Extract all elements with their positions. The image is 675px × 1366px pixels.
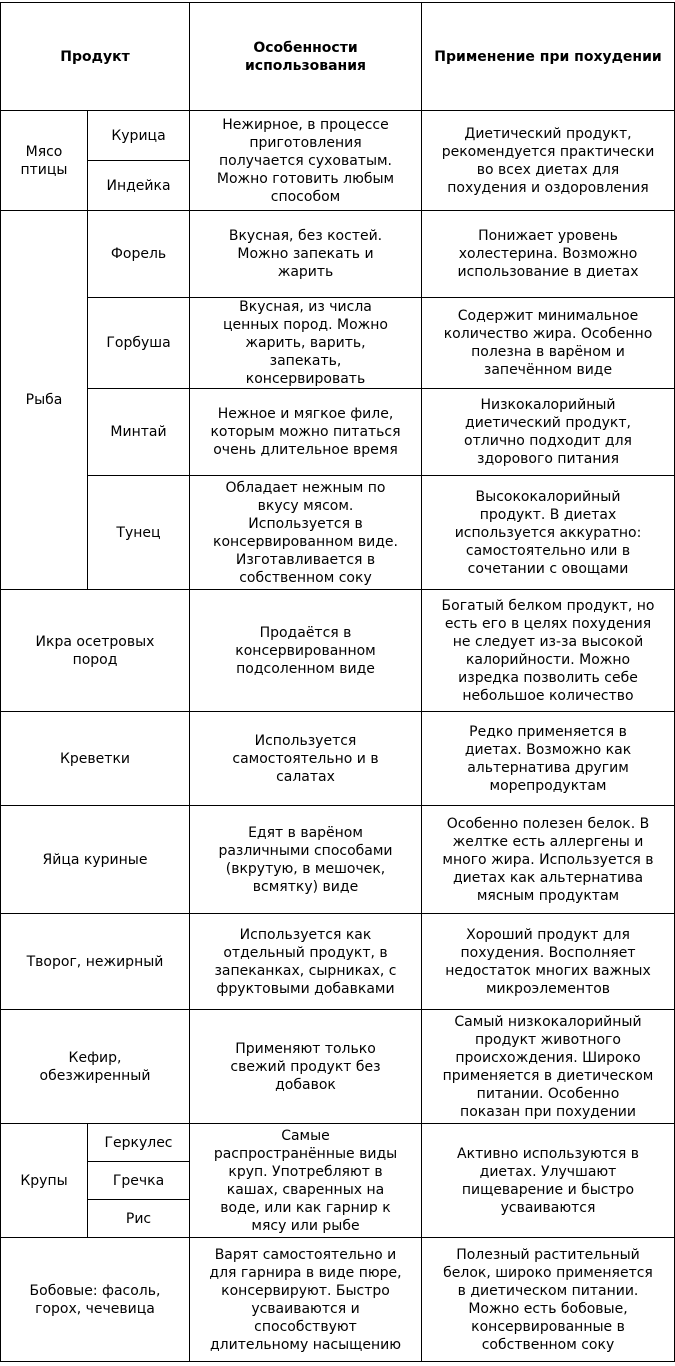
product-name: Гречка [88,1162,190,1200]
usage-cell: Полезный растительный белок, широко применяется в диетическом питании. Можно есть бобовые, консервированные в собственном соку [422,1238,675,1362]
usage-cell: Понижает уровень холестерина. Возможно использование в диетах [422,211,675,298]
usage-cell: Высококалорийный продукт. В диетах используется аккуратно: самостоятельно или в сочетании с овощами [422,476,675,590]
table-row [1,914,675,1010]
header-features: Особенности использования [190,3,422,111]
table-row [1,476,675,590]
usage-cell: Редко применяется в диетах. Возможно как альтернатива другим морепродуктам [422,712,675,806]
product-name: Кефир, обезжиренный [1,1010,190,1124]
usage-cell: Богатый белком продукт, но есть его в целях похудения не следует из-за высокой калорийности. Можно изредка позволить себе небольшое количество [422,590,675,712]
product-name: Курица [88,111,190,161]
product-name: Рис [88,1200,190,1238]
usage-cell: Хороший продукт для похудения. Восполняет недостаток многих важных микроэлементов [422,914,675,1010]
usage-cell: Активно используются в диетах. Улучшают пищеварение и быстро усваиваются [422,1124,675,1238]
table-row [1,590,675,712]
table-row [1,1010,675,1124]
table-row [1,389,675,476]
product-group: Мясо птицы [1,111,88,211]
table-row [1,1238,675,1362]
features-cell: Вкусная, без костей. Можно запекать и жарить [190,211,422,298]
product-name: Тунец [88,476,190,590]
usage-cell: Самый низкокалорийный продукт животного происхождения. Широко применяется в диетическом питании. Особенно показан при похудении [422,1010,675,1124]
product-group: Крупы [1,1124,88,1238]
usage-cell: Диетический продукт, рекомендуется практически во всех диетах для похудения и оздоровления [422,111,675,211]
features-cell: Нежирное, в процессе приготовления получается суховатым. Можно готовить любым способом [190,111,422,211]
header-row [1,3,675,111]
product-name: Бобовые: фасоль, горох, чечевица [1,1238,190,1362]
product-name: Яйца куриные [1,806,190,914]
features-cell: Нежное и мягкое филе, которым можно питаться очень длительное время [190,389,422,476]
features-cell: Варят самостоятельно и для гарнира в виде пюре, консервируют. Быстро усваиваются и способствуют длительному насыщению [190,1238,422,1362]
features-cell: Используется самостоятельно и в салатах [190,712,422,806]
features-cell: Самые распространённые виды круп. Употребляют в кашах, сваренных на воде, или как гарнир к мясу или рыбе [190,1124,422,1238]
table-row [1,211,675,298]
usage-cell: Содержит минимальное количество жира. Особенно полезна в варёном и запечённом виде [422,298,675,389]
table-row [1,1124,675,1162]
product-name: Горбуша [88,298,190,389]
product-name: Икра осетровых пород [1,590,190,712]
product-name: Геркулес [88,1124,190,1162]
diet-products-table [0,2,675,1362]
product-name: Креветки [1,712,190,806]
features-cell: Обладает нежным по вкусу мясом. Используется в консервированном виде. Изготавливается в собственном соку [190,476,422,590]
product-group: Рыба [1,211,88,590]
table-row [1,806,675,914]
product-name: Минтай [88,389,190,476]
features-cell: Вкусная, из числа ценных пород. Можно жарить, варить, запекать, консервировать [190,298,422,389]
header-product: Продукт [1,3,190,111]
product-name: Творог, нежирный [1,914,190,1010]
table-row [1,712,675,806]
features-cell: Продаётся в консервированном подсоленном виде [190,590,422,712]
features-cell: Едят в варёном различными способами (вкрутую, в мешочек, всмятку) виде [190,806,422,914]
usage-cell: Низкокалорийный диетический продукт, отлично подходит для здорового питания [422,389,675,476]
header-usage: Применение при похудении [422,3,675,111]
features-cell: Применяют только свежий продукт без добавок [190,1010,422,1124]
table-row [1,298,675,389]
usage-cell: Особенно полезен белок. В желтке есть аллергены и много жира. Используется в диетах как альтернатива мясным продуктам [422,806,675,914]
product-name: Форель [88,211,190,298]
product-name: Индейка [88,161,190,211]
features-cell: Используется как отдельный продукт, в запеканках, сырниках, с фруктовыми добавками [190,914,422,1010]
table-row [1,111,675,161]
